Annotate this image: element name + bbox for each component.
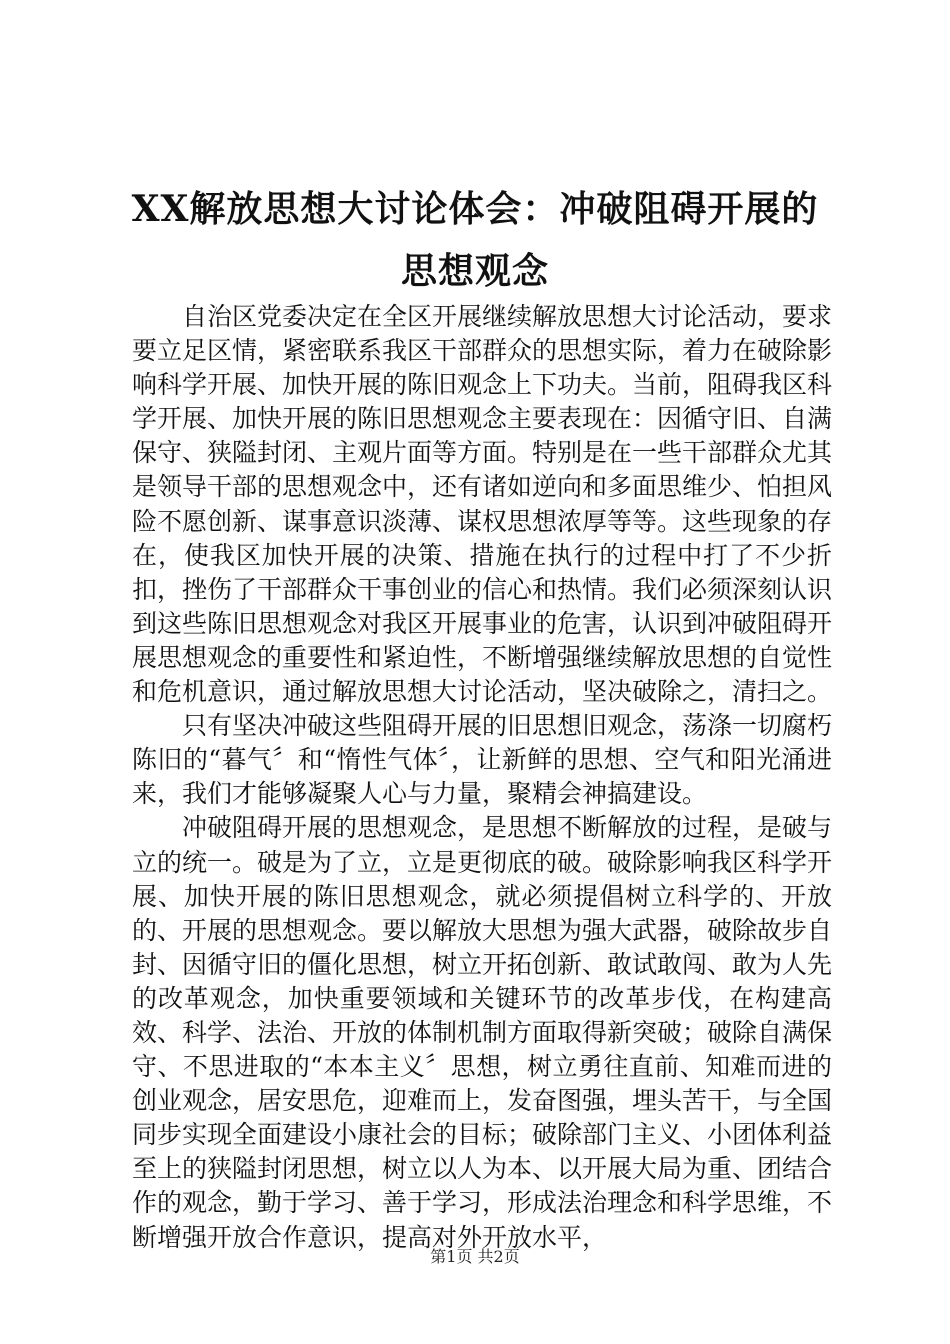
- paragraph-2: 只有坚决冲破这些阻碍开展的旧思想旧观念，荡涤一切腐朽陈旧的“暮气〞和“惰性气体〞，让新鲜的思想、空气和阳光涌进来，我们才能够凝聚人心与力量，聚精会神搞建设。: [132, 711, 833, 809]
- document-title: XX解放思想大讨论体会：冲破阻碍开展的思想观念: [131, 188, 819, 292]
- page-footer: 第1页 共2页: [430, 1247, 520, 1266]
- paragraph-1: 自治区党委决定在全区开展继续解放思想大讨论活动，要求要立足区情，紧密联系我区干部群众的思想实际，着力在破除影响科学开展、加快开展的陈旧观念上下功夫。当前，阻碍我区科学开展、加快开展的陈旧思想观念主要表现在：因循守旧、自满保守、狭隘封闭、主观片面等方面。特别是在一些干部群众尤其是领导干部的思想观念中，还有诸如逆向和多面思维少、怕担风险不愿创新、谋事意识淡薄、谋权思想浓厚等等。这些现象的存在，使我区加快开展的决策、措施在执行的过程中打了不少折扣，挫伤了干部群众干事创业的信心和热情。我们必须深刻认识到这些陈旧思想观念对我区开展事业的危害，认识到冲破阻碍开展思想观念的重要性和紧迫性，不断增强继续解放思想的自觉性和危机意识，通过解放思想大讨论活动，坚决破除之，清扫之。: [132, 302, 833, 707]
- document-body: [132, 300, 832, 1255]
- paragraph-3: 冲破阻碍开展的思想观念，是思想不断解放的过程，是破与立的统一。破是为了立，立是更彻底的破。破除影响我区科学开展、加快开展的陈旧思想观念，就必须提倡树立科学的、开放的、开展的思想观念。要以解放大思想为强大武器，破除故步自封、因循守旧的僵化思想，树立开拓创新、敢试敢闯、敢为人先的改革观念，加快重要领域和关键环节的改革步伐，在构建高效、科学、法治、开放的体制机制方面取得新突破；破除自满保守、不思进取的“本本主义〞思想，树立勇往直前、知难而进的创业观念，居安思危，迎难而上，发奋图强，埋头苦干，与全国同步实现全面建设小康社会的目标；破除部门主义、小团体利益至上的狭隘封闭思想，树立以人为本、以开展大局为重、团结合作的观念，勤于学习、善于学习，形成法治理念和科学思维，不断增强开放合作意识，提高对外开放水平，: [132, 813, 833, 1252]
